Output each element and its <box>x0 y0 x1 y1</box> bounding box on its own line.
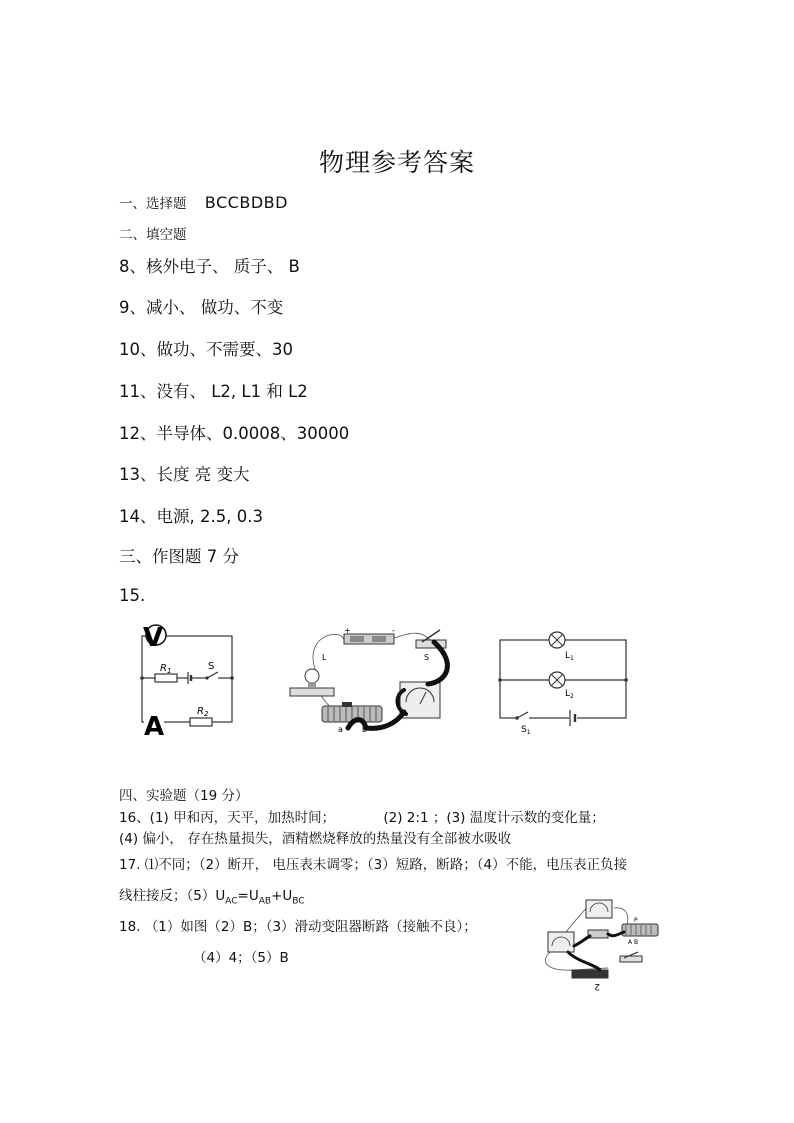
label-s: S <box>208 661 215 672</box>
answer-16-part2: (2) 2:1 ；(3) 温度计示数的变化量； <box>383 810 605 826</box>
label-r1: $R_1$ <box>160 663 172 675</box>
ammeter-q18-icon <box>548 932 574 952</box>
svg-text:A B: A B <box>628 939 639 946</box>
resistor-r1-icon <box>155 674 177 682</box>
answer-16-line2: (4) 偏小， 存在热量损失，酒精燃烧释放的热量没有全部被水吸收 <box>119 831 512 847</box>
answer-16-line1 <box>119 806 605 826</box>
section-choice-label: 一、选择题 <box>119 196 187 212</box>
fill-answer-11: 11、没有、 L2, L1 和 L2 <box>119 382 308 401</box>
label-s1: $S_1$ <box>521 725 531 736</box>
fill-answer-10: 10、做功、不需要、30 <box>119 340 293 359</box>
page-title: 物理参考答案 <box>318 148 475 177</box>
label-l2: $L_2$ <box>565 689 574 700</box>
answer-18-line1: 18. （1）如图（2）B；（3）滑动变阻器断路（接触不良）； <box>119 919 477 935</box>
label-l: L <box>322 653 327 662</box>
circuit-apparatus-middle <box>282 624 462 742</box>
label-plus: + <box>344 626 351 635</box>
label-l1: $L_1$ <box>565 651 574 662</box>
question-15-label: 15. <box>119 586 146 605</box>
resistor-r2-icon <box>190 718 212 726</box>
svg-text:P: P <box>634 917 638 924</box>
section-experiment-label: 四、实验题（19 分） <box>119 788 249 804</box>
fill-answer-8: 8、核外电子、 质子、 B <box>119 257 300 276</box>
section-choice <box>119 192 288 212</box>
circuit-diagram-left <box>130 622 240 742</box>
lamp-icon <box>305 669 319 683</box>
label-r2: $R_2$ <box>197 706 209 718</box>
figure-label-q18: 2 <box>594 981 600 991</box>
fill-answer-13: 13、长度 亮 变大 <box>119 465 250 484</box>
battery-q18-icon <box>572 970 608 978</box>
label-s-middle: S <box>424 653 430 662</box>
answer-18-line2: （4）4；（5）B <box>193 950 289 966</box>
circuit-diagram-right <box>495 632 635 744</box>
section-drawing-label: 三、作图题 7 分 <box>119 547 239 566</box>
label-minus: - <box>392 626 395 635</box>
label-a: A <box>144 712 165 742</box>
answer-16-part1: 16、(1) 甲和丙，天平，加热时间； <box>119 810 336 826</box>
label-v: V <box>143 623 164 653</box>
fill-answer-14: 14、电源, 2.5, 0.3 <box>119 507 263 526</box>
rheostat-q18-icon <box>622 924 658 936</box>
label-a-terminal: a <box>338 725 343 734</box>
section-fill-label: 二、填空题 <box>119 227 187 243</box>
switch-s-icon <box>207 672 218 678</box>
answer-17-line2: 线柱接反；$(5)U_{AC}=U_{AB}+U_{BC}$ <box>119 888 305 907</box>
fill-answer-9: 9、减小、 做功、不变 <box>119 298 284 317</box>
answer-17-line1: 17. ⑴不同；（2）断开， 电压表未调零；（3）短路，断路；（4）不能，电压表正负接 <box>119 857 628 873</box>
fill-answer-12: 12、半导体、0.0008、30000 <box>119 424 350 443</box>
label-b-terminal: b <box>362 725 368 734</box>
choice-answers: BCCBDBD <box>204 193 288 212</box>
experiment-apparatus-q18 <box>538 898 668 994</box>
